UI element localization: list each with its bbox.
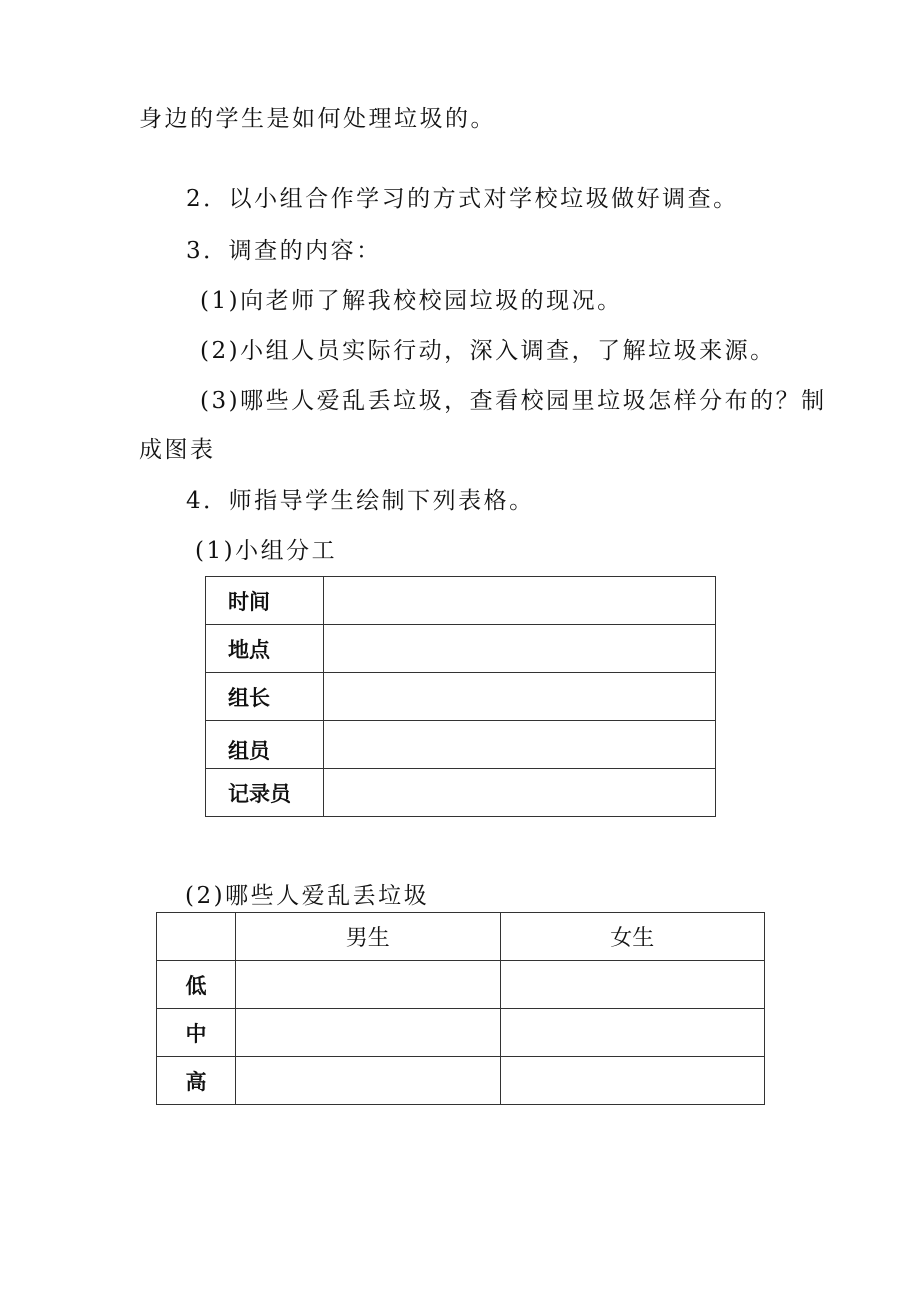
table-row [206,721,716,769]
subitem-1: (1)向老师了解我校校园垃圾的现况。 [200,288,623,314]
row-label: 组长 [206,673,324,721]
row-label: 时间 [206,577,324,625]
subitem-3-continuation: 成图表 [139,437,216,463]
table-row [157,961,765,1009]
table-row [206,673,716,721]
table2-caption: (2)哪些人爱乱丢垃圾 [185,883,430,909]
table-row [206,769,716,817]
table-row [206,577,716,625]
table-row [157,1057,765,1105]
column-header: 女生 [500,913,765,961]
entry-cell [500,1009,765,1057]
entry-cell [236,1009,501,1057]
row-label: 高 [157,1057,236,1105]
item-4: 4．师指导学生绘制下列表格。 [186,488,535,514]
entry-cell [324,625,716,673]
entry-cell [324,769,716,817]
entry-cell [236,961,501,1009]
table-row [206,625,716,673]
row-label: 中 [157,1009,236,1057]
row-label: 地点 [206,625,324,673]
entry-cell [324,673,716,721]
subitem-2: (2)小组人员实际行动，深入调查，了解垃圾来源。 [200,338,776,364]
entry-cell [500,961,765,1009]
entry-cell [500,1057,765,1105]
item-2: 2．以小组合作学习的方式对学校垃圾做好调查。 [186,186,739,212]
entry-cell [324,577,716,625]
table-row [157,1009,765,1057]
item-3: 3．调查的内容： [186,238,382,264]
entry-cell [324,721,716,769]
corner-cell [157,913,236,961]
table1-caption: (1)小组分工 [195,538,338,564]
entry-cell [236,1057,501,1105]
row-label: 组员 [206,721,324,769]
column-header: 男生 [236,913,501,961]
row-label: 低 [157,961,236,1009]
subitem-3: (3)哪些人爱乱丢垃圾，查看校园里垃圾怎样分布的？制 [200,388,827,414]
paragraph-continuation: 身边的学生是如何处理垃圾的。 [139,106,496,132]
table-header-row [157,913,765,961]
row-label: 记录员 [206,769,324,817]
group-division-table [205,576,716,817]
litter-survey-table [156,912,765,1105]
